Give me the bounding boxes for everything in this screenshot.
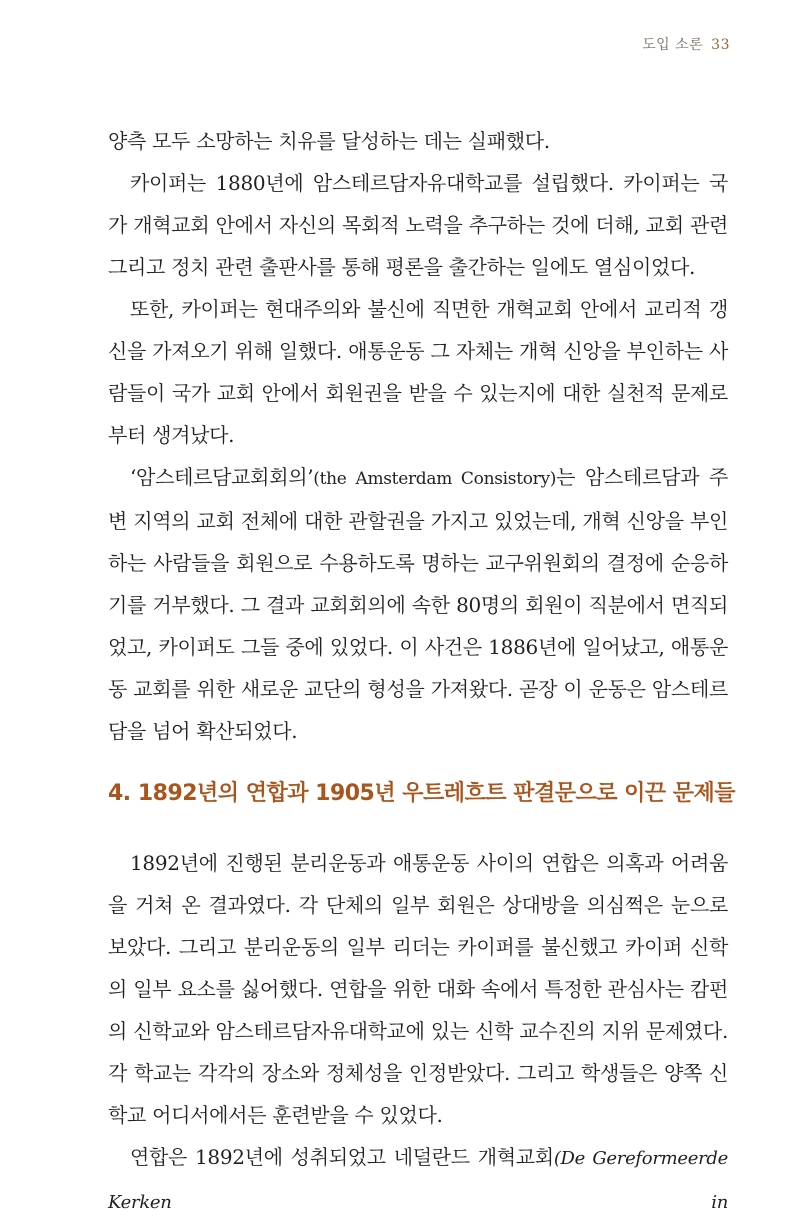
- consistory-latin: (the Amsterdam Consistory): [313, 469, 557, 489]
- running-header: [642, 34, 730, 54]
- paragraph-2: 카이퍼는 1880년에 암스테르담자유대학교를 설립했다. 카이퍼는 국가 개혁교회 안에서 자신의 목회적 노력을 추구하는 것에 더해, 교회 관련 그리고 정치 관련 출판사를 통해 평론을 출간하는 일에도 열심이었다.: [108, 171, 728, 279]
- consistory-korean: ‘암스테르담교회회의’: [130, 465, 314, 489]
- union-korean: 연합은 1892년에 성취되었고 네덜란드 개혁교회: [130, 1145, 554, 1169]
- section-heading: 4. 1892년의 연합과 1905년 우트레흐트 판결문으로 이끈 문제들: [108, 781, 736, 806]
- chapter-title: 도입 소론: [642, 37, 704, 53]
- section-paragraph-1: 1892년에 진행된 분리운동과 애통운동 사이의 연합은 의혹과 어려움을 거쳐 온 결과였다. 각 단체의 일부 회원은 상대방을 의심쩍은 눈으로 보았다. 그리고 분리운동의 일부 리더는 카이퍼를 불신했고 카이퍼 신학의 일부 요소를 싫어했다. 연합을 위한 대화 속에서 특정한 관심사는 캄펀의 신학교와 암스테르담자유대학교에 있는 신학 교수진의 지위 문제였다. 각 학교는 각각의 장소와 정체성을 인정받았다. 그리고 학생들은 양쪽 신학교 어디서에서든 훈련받을 수 있었다.: [108, 851, 728, 1127]
- union-latin: (De Gereformeerde Kerken in: [108, 1148, 728, 1213]
- paragraph-4: [108, 456, 728, 752]
- paragraph-4-body: 는 암스테르담과 주변 지역의 교회 전체에 대한 관할권을 가지고 있었는데, 개혁 신앙을 부인하는 사람들을 회원으로 수용하도록 명하는 교구위원회의 결정에 순응하기를 거부했다. 그 결과 교회회의에 속한 80명의 회원이 직분에서 면직되었고, 카이퍼도 그들 중에 있었다. 이 사건은 1886년에 일어났고, 애통운동 교회를 위한 새로운 교단의 형성을 가져왔다. 곧장 이 운동은 암스테르담을 넘어 확산되었다.: [108, 465, 728, 743]
- page-number: 33: [711, 37, 730, 53]
- paragraph-3: 또한, 카이퍼는 현대주의와 불신에 직면한 개혁교회 안에서 교리적 갱신을 가져오기 위해 일했다. 애통운동 그 자체는 개혁 신앙을 부인하는 사람들이 국가 교회 안에서 회원권을 받을 수 있는지에 대한 실천적 문제로부터 생겨났다.: [108, 297, 728, 447]
- section-paragraph-2: [108, 1136, 728, 1224]
- paragraph-1: 양측 모두 소망하는 치유를 달성하는 데는 실패했다.: [108, 129, 550, 153]
